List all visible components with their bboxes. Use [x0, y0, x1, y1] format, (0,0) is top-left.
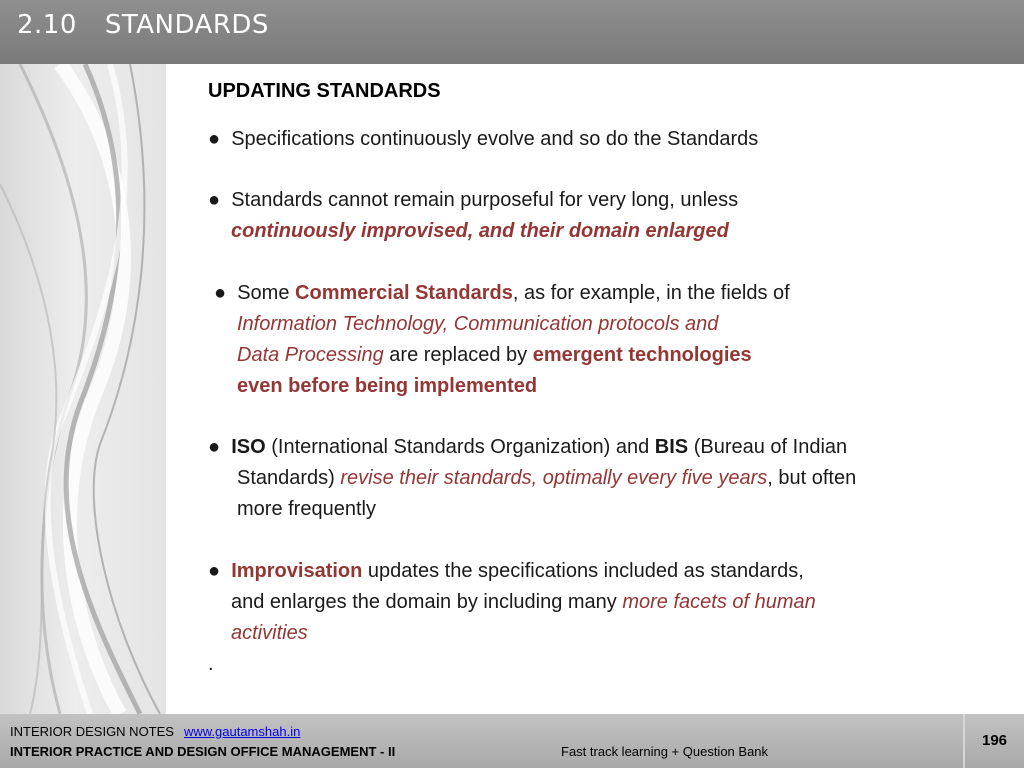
bis-label: BIS [654, 436, 689, 458]
bullet-3-line-4: even before being implemented [237, 375, 538, 397]
bullet-3-mid: are replaced by [383, 344, 533, 366]
bullet-5-pre: and enlarges the domain by including many [231, 591, 623, 613]
bullet-3 [214, 281, 790, 305]
bullet-5-italic: more facets of human [622, 591, 816, 613]
bullet-icon: ● [208, 128, 221, 150]
page-number: 196 [981, 732, 1008, 749]
bullet-icon: ● [208, 189, 221, 211]
slide-content [166, 64, 1024, 714]
footer-course: INTERIOR PRACTICE AND DESIGN OFFICE MANAGEMENT - II [10, 744, 396, 759]
bullet-3-line-2: Information Technology, Communication protocols and [237, 313, 719, 335]
bis-desc: (Bureau of Indian [688, 436, 848, 458]
footer-tagline: Fast track learning + Question Bank [561, 744, 769, 759]
bullet-5-line-3: activities [231, 622, 308, 644]
bullet-2-text: Standards cannot remain purposeful for very long, unless [231, 189, 739, 211]
bullet-3-post: , as for example, in the fields of [512, 282, 790, 304]
footer-bar [0, 714, 1024, 768]
section-title: STANDARDS [104, 10, 269, 40]
content-heading: UPDATING STANDARDS [208, 80, 441, 102]
bullet-4-italic: revise their standards, optimally every five years [340, 467, 768, 489]
bullet-icon: ● [214, 282, 227, 304]
bullet-3-bold: Commercial Standards [295, 282, 513, 304]
bullet-3-emergent: emergent technologies [532, 344, 752, 366]
bullet-1-text: Specifications continuously evolve and so do the Standards [231, 128, 759, 150]
bullet-3-line-3 [237, 343, 752, 367]
website-link[interactable]: www.gautamshah.in [183, 724, 301, 739]
bullet-5-line-2 [231, 590, 816, 614]
bullet-icon: ● [208, 560, 221, 582]
swirl-graphic [0, 64, 166, 714]
iso-label: ISO [231, 436, 266, 458]
title-bar [0, 0, 1024, 64]
bullet-1 [208, 127, 758, 151]
slide-title [17, 10, 269, 40]
bullet-5-text: updates the specifications included as standards, [362, 560, 804, 582]
decorative-sidebar [0, 64, 166, 714]
bullet-icon: ● [208, 436, 221, 458]
bullet-3-pre: Some [237, 282, 296, 304]
bullet-4 [208, 435, 847, 459]
stray-dot: . [208, 653, 214, 675]
bullet-2 [208, 188, 738, 212]
iso-desc: (International Standards Organization) and [265, 436, 655, 458]
footer-notes-label: INTERIOR DESIGN NOTES [10, 724, 174, 739]
bullet-4-pre: Standards) [237, 467, 341, 489]
bullet-3-italic: Data Processing [237, 344, 384, 366]
section-number: 2.10 [17, 10, 77, 40]
bullet-4-line-3: more frequently [237, 498, 376, 520]
improvisation-label: Improvisation [231, 560, 363, 582]
bullet-5 [208, 559, 804, 583]
bullet-4-post: , but often [767, 467, 857, 489]
bullet-4-line-2 [237, 466, 856, 490]
bullet-2-line-2: continuously improvised, and their domain enlarged [231, 220, 729, 242]
footer-notes [10, 724, 300, 739]
